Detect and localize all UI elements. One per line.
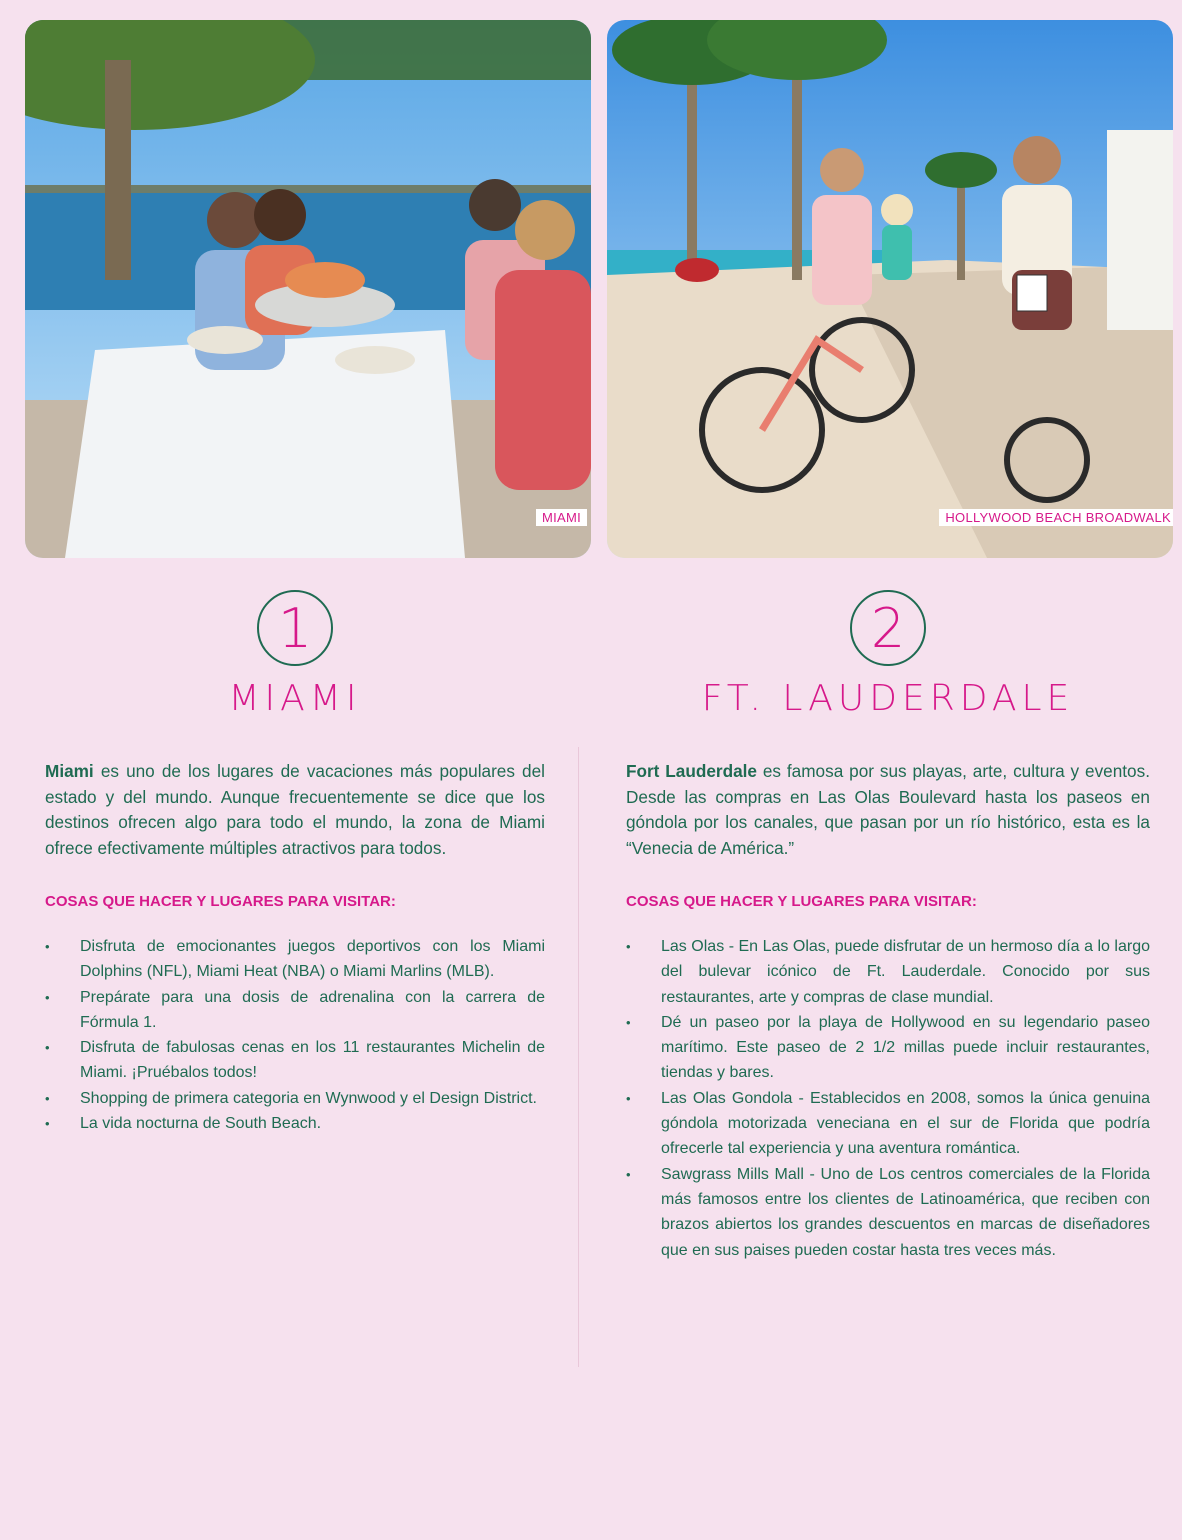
section-intro [626, 759, 1150, 861]
intro-text: es famosa por sus playas, arte, cultura y eventos. Desde las compras en Las Olas Boulevard hasta los paseos en góndola por los canales, que pasan por un río histórico, esta es la “Venecia de América.” [626, 761, 1150, 858]
list-item: • Disfruta de emocionantes juegos deportivos con los Miami Dolphins (NFL), Miami Heat (NBA) o Miami Marlins (MLB). [45, 934, 545, 985]
section-number-badge: 1 [257, 590, 333, 666]
section-city-title: FT. LAUDERDALE [701, 678, 1075, 719]
section-intro [45, 759, 545, 861]
hollywood-beach-photo-illustration [607, 20, 1173, 558]
section-subhead: COSAS QUE HACER Y LUGARES PARA VISITAR: [626, 893, 977, 910]
list-item: • Disfruta de fabulosas cenas en los 11 restaurantes Michelin de Miami. ¡Pruébalos todos! [45, 1035, 545, 1086]
list-item: • Las Olas Gondola - Establecidos en 2008, somos la única genuina góndola motorizada veneciana en el sur de Florida que podría ofrecerle tal experiencia y una aventura romántica. [626, 1086, 1150, 1162]
column-divider [578, 747, 579, 1367]
section-subhead: COSAS QUE HACER Y LUGARES PARA VISITAR: [45, 893, 396, 910]
activities-list [626, 934, 1150, 1263]
miami-photo-illustration [25, 20, 591, 558]
list-item: • Las Olas - En Las Olas, puede disfrutar de un hermoso día a lo largo del bulevar icónico de Ft. Lauderdale. Conocido por sus restaurantes, arte y compras de clase mundial. [626, 934, 1150, 1010]
intro-bold-name: Miami [45, 761, 94, 781]
hollywood-beach-photo-caption: HOLLYWOOD BEACH BROADWALK [939, 509, 1173, 526]
section-miami [45, 590, 545, 1136]
intro-text: es uno de los lugares de vacaciones más populares del estado y del mundo. Aunque frecuentemente se dice que los destinos ofrecen algo para todo el mundo, la zona de Miami ofrece efectivamente múltiples atractivos para todos. [45, 761, 545, 858]
activities-list [45, 934, 545, 1136]
section-number-badge: 2 [850, 590, 926, 666]
section-ft-lauderdale [626, 590, 1150, 1263]
miami-photo-caption: MIAMI [536, 509, 587, 526]
list-item: • Sawgrass Mills Mall - Uno de Los centros comerciales de la Florida más famosos entre los clientes de Latinoamérica, que reciben con brazos abiertos los grandes descuentos en marcas de diseñadores que en sus paises pueden costar hasta tres veces más. [626, 1162, 1150, 1263]
miami-photo [25, 20, 591, 558]
list-item: • Prepárate para una dosis de adrenalina con la carrera de Fórmula 1. [45, 985, 545, 1036]
list-item: • La vida nocturna de South Beach. [45, 1111, 545, 1136]
list-item: • Dé un paseo por la playa de Hollywood en su legendario paseo marítimo. Este paseo de 2 1/2 millas puede incluir restaurantes, tiendas y bares. [626, 1010, 1150, 1086]
intro-bold-name: Fort Lauderdale [626, 761, 757, 781]
section-city-title: MIAMI [228, 678, 362, 719]
list-item: • Shopping de primera categoria en Wynwood y el Design District. [45, 1086, 545, 1111]
hollywood-beach-photo [607, 20, 1173, 558]
